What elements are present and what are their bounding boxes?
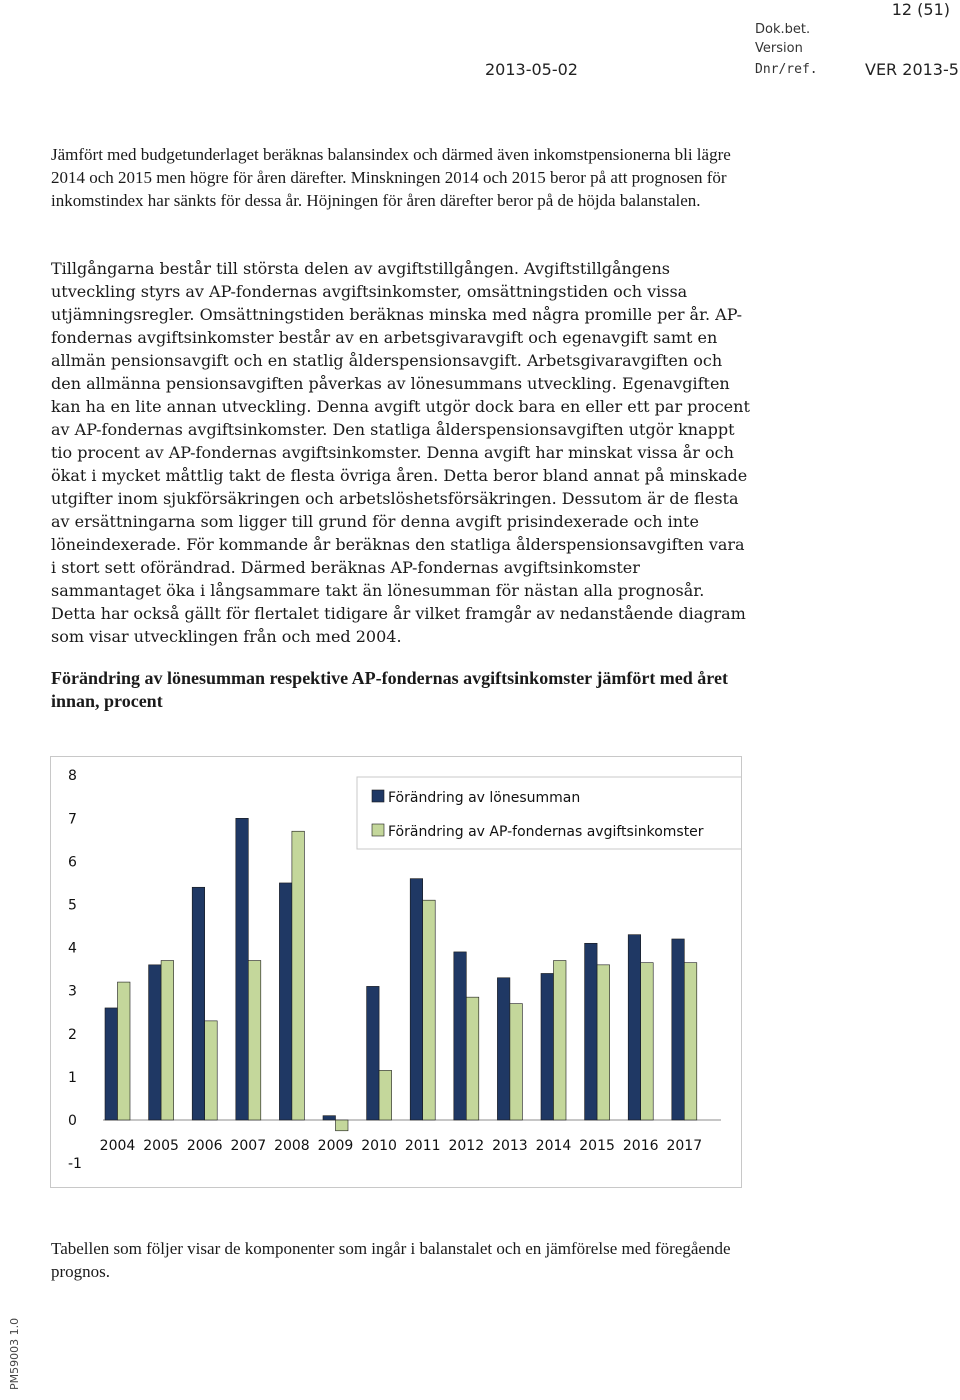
bar-chart — [50, 756, 742, 1188]
x-tick-label: 2012 — [448, 1138, 485, 1154]
bar-lonesumman — [497, 978, 510, 1120]
bar-avgiftsinkomster — [205, 1021, 218, 1120]
bar-lonesumman — [410, 879, 423, 1120]
x-tick-label: 2013 — [492, 1138, 528, 1154]
bar-avgiftsinkomster — [118, 982, 131, 1120]
dnr-label: Dnr/ref. — [755, 62, 818, 77]
bar-lonesumman — [323, 1116, 336, 1120]
y-tick-label: 2 — [68, 1026, 77, 1043]
paragraph-balansindex: Jämfört med budgetunderlaget beräknas balansindex och därmed även inkomstpensionerna bli lägre 2014 och 2015 men högre för åren därefter. Minskningen 2014 och 2015 beror på att prognosen för inkomstindex har sänkts för dessa år. Höjningen för åren därefter beror på de höjda balanstalen. — [51, 145, 731, 210]
version-value: VER 2013-5 — [865, 60, 959, 79]
x-tick-label: 2011 — [404, 1138, 441, 1154]
x-tick-label: 2008 — [274, 1138, 310, 1154]
legend-swatch — [372, 790, 384, 802]
y-tick-label: 6 — [68, 854, 77, 871]
bar-lonesumman — [628, 935, 641, 1120]
bar-avgiftsinkomster — [336, 1120, 349, 1131]
chart-heading: Förändring av lönesumman respektive AP-fondernas avgiftsinkomster jämfört med året innan, procent — [51, 668, 728, 711]
x-tick-label: 2005 — [143, 1138, 179, 1154]
bar-lonesumman — [454, 952, 467, 1120]
x-tick-label: 2016 — [622, 1138, 659, 1154]
page-number: 12 (51) — [891, 0, 950, 19]
document-date: 2013-05-02 — [485, 60, 578, 79]
bar-lonesumman — [279, 883, 292, 1120]
bar-lonesumman — [541, 973, 554, 1120]
bar-lonesumman — [192, 887, 205, 1120]
bar-avgiftsinkomster — [684, 963, 697, 1120]
legend-label: Förändring av lönesumman — [388, 790, 581, 806]
bar-avgiftsinkomster — [248, 961, 260, 1120]
bar-avgiftsinkomster — [597, 965, 610, 1120]
bar-lonesumman — [585, 943, 598, 1120]
x-tick-label: 2015 — [579, 1138, 615, 1154]
bar-chart-svg — [51, 757, 741, 1187]
y-tick-label: 4 — [68, 940, 77, 957]
form-code: PM59003 1.0 — [8, 1317, 21, 1390]
bar-lonesumman — [672, 939, 685, 1120]
bar-avgiftsinkomster — [554, 961, 567, 1120]
y-tick-label: 7 — [68, 811, 77, 828]
x-tick-label: 2006 — [186, 1138, 223, 1154]
bar-lonesumman — [236, 818, 249, 1120]
bar-lonesumman — [367, 986, 380, 1120]
bar-avgiftsinkomster — [466, 997, 479, 1120]
y-tick-label: 3 — [68, 983, 77, 1000]
bar-avgiftsinkomster — [161, 961, 174, 1120]
y-tick-label: -1 — [68, 1156, 82, 1173]
x-tick-label: 2010 — [361, 1138, 397, 1154]
bar-lonesumman — [149, 965, 162, 1120]
bar-avgiftsinkomster — [292, 831, 305, 1120]
x-tick-label: 2004 — [99, 1138, 136, 1154]
version-label: Version — [755, 41, 803, 56]
bar-lonesumman — [105, 1008, 118, 1120]
bar-avgiftsinkomster — [423, 900, 436, 1120]
y-tick-label: 1 — [68, 1069, 77, 1086]
y-tick-label: 8 — [68, 768, 77, 785]
y-tick-label: 5 — [68, 897, 77, 914]
legend-swatch — [372, 824, 384, 836]
bar-avgiftsinkomster — [641, 963, 654, 1120]
bar-avgiftsinkomster — [510, 1004, 523, 1120]
x-tick-label: 2009 — [317, 1138, 354, 1154]
x-tick-label: 2017 — [666, 1138, 703, 1154]
bar-avgiftsinkomster — [379, 1070, 392, 1120]
closing-paragraph: Tabellen som följer visar de komponenter som ingår i balanstalet och en jämförelse med föregående prognos. — [51, 1239, 731, 1281]
paragraph-tillgangar: Tillgångarna består till största delen av avgiftstillgången. Avgiftstillgångens utveckling styrs av AP-fondernas avgiftsinkomster, omsättningstiden och vissa utjämningsregler. Omsättningstiden beräknas minska med några promille per år. AP-fondernas avgiftsinkomster består av en arbetsgivaravgift och egenavgift samt en allmän pensionsavgift och en statlig ålderspensionsavgift. Arbetsgivaravgiften och den allmänna pensionsavgiften påverkas av lönesummans utveckling. Egenavgiften kan ha en lite annan utveckling. Denna avgift utgör dock bara en eller ett par procent av AP-fondernas avgiftsinkomster. Den statliga ålderspensionsavgiften utgör knappt tio procent av AP-fondernas avgiftsinkomster. Denna avgift har minskat vissa år och ökat i mycket måttlig takt de flesta övriga åren. Detta beror bland annat på minskade utgifter inom sjukförsäkringen och arbetslöshetsförsäkringen. Dessutom är de flesta av ersättningarna som ligger till grund för denna avgift prisindexerade och inte löneindexerade. För kommande år beräknas den statliga ålderspensionsavgiften vara i stort sett oförändrad. Därmed beräknas AP-fondernas avgiftsinkomster sammantaget öka i långsammare takt än lönesumman för nästan alla prognosår. Detta har också gällt för flertalet tidigare år vilket framgår av nedanstående diagram som visar utvecklingen från och med 2004. — [51, 259, 750, 646]
legend-label: Förändring av AP-fondernas avgiftsinkomster — [388, 824, 704, 840]
dok-bet-label: Dok.bet. — [755, 22, 811, 37]
x-tick-label: 2007 — [230, 1138, 267, 1154]
x-tick-label: 2014 — [535, 1138, 572, 1154]
y-tick-label: 0 — [68, 1113, 77, 1129]
